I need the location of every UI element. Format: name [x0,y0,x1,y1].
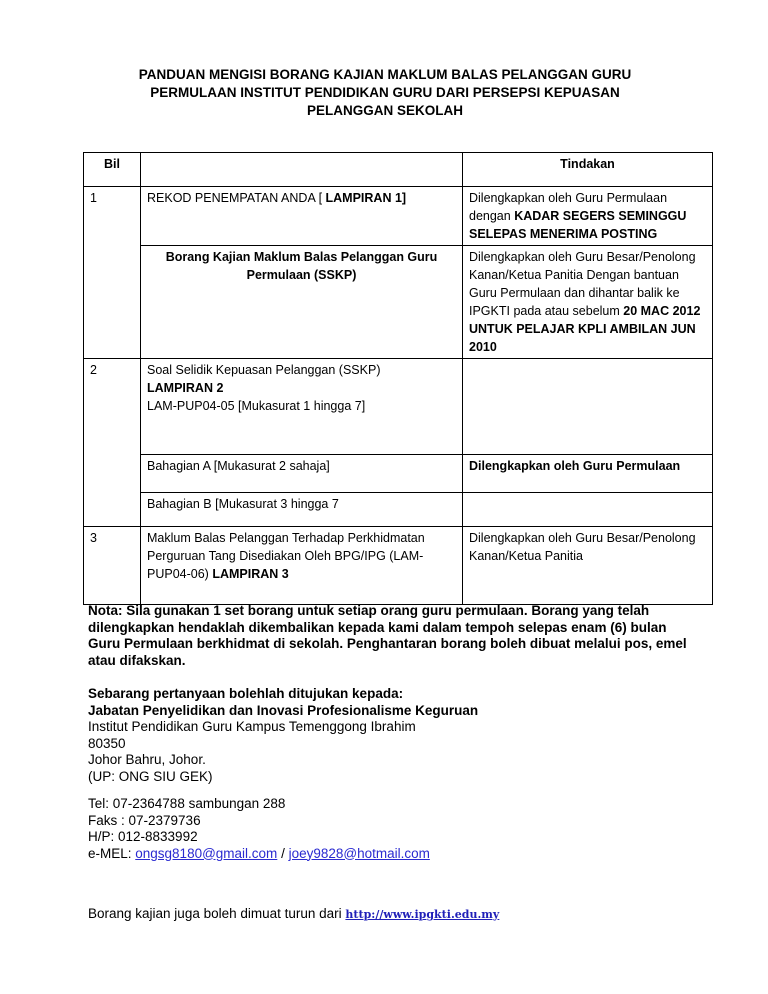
row3-bil: 3 [84,527,141,605]
row1-bil: 1 [84,187,141,246]
table-row [84,246,713,359]
contact-line-4: (UP: ONG SIU GEK) [88,768,213,784]
title-line-2: PERMULAAN INSTITUT PENDIDIKAN GURU DARI PERSEPSI KEPUASAN [150,85,620,100]
header-bil: Bil [84,153,141,187]
faks-line: Faks : 07-2379736 [88,812,201,828]
document-title [90,66,680,120]
contact-line-1: Institut Pendidikan Guru Kampus Temenggong Ibrahim [88,719,416,734]
row2-bil: 2 [84,359,141,455]
contact-department: Jabatan Penyelidikan dan Inovasi Profesionalisme Keguruan [88,702,479,718]
contact-line-2: 80350 [88,735,126,751]
row1-item: REKOD PENEMPATAN ANDA [ LAMPIRAN 1] [141,187,463,246]
row2a-item: Bahagian A [Mukasurat 2 sahaja] [141,455,463,493]
contact-heading: Sebarang pertanyaan bolehlah ditujukan kepada: [88,686,404,701]
header-item [141,153,463,187]
email-link-2[interactable]: joey9828@hotmail.com [288,845,430,861]
row1b-tindakan: Dilengkapkan oleh Guru Besar/Penolong Kanan/Ketua Panitia Dengan bantuan Guru Permulaan dan dihantar balik ke IPGKTI pada atau sebelum 20 MAC 2012 UNTUK PELAJAR KPLI AMBILAN JUN 2010 [463,246,713,359]
row2b-item: Bahagian B [Mukasurat 3 hingga 7 [141,493,463,527]
table-row [84,359,713,455]
website-link[interactable]: http://www.ipgkti.edu.my [345,908,500,921]
table-header-row [84,153,713,187]
footer-line: Borang kajian juga boleh dimuat turun dari http://www.ipgkti.edu.my [88,906,500,921]
guide-table [83,152,713,605]
table-row [84,493,713,527]
row3-item: Maklum Balas Pelanggan Terhadap Perkhidmatan Perguruan Tang Disediakan Oleh BPG/IPG (LAM-PUP04-06) LAMPIRAN 3 [141,527,463,605]
tel-line: Tel: 07-2364788 sambungan 288 [88,796,286,811]
contact-line-3: Johor Bahru, Johor. [88,752,206,767]
table-row [84,455,713,493]
hp-line: H/P: 012-8833992 [88,829,198,844]
nota-paragraph: Nota: Sila gunakan 1 set borang untuk setiap orang guru permulaan. Borang yang telah dilengkapkan hendaklah dikembalikan kepada kami dalam tempoh selepas enam (6) bulan Guru Permulaan berkhidmat di sekolah. Penghantaran borang boleh dibuat melalui pos, emel atau difakskan. [88,603,687,668]
table-row [84,187,713,246]
table-row [84,527,713,605]
contact-numbers [88,796,688,862]
header-tindakan: Tindakan [463,153,713,187]
row3-tindakan: Dilengkapkan oleh Guru Besar/Penolong Kanan/Ketua Panitia [463,527,713,605]
email-link-1[interactable]: ongsg8180@gmail.com [135,845,278,861]
row2a-tindakan: Dilengkapkan oleh Guru Permulaan [463,455,713,493]
title-line-3: PELANGGAN SEKOLAH [306,103,463,118]
row1-tindakan: Dilengkapkan oleh Guru Permulaan dengan KADAR SEGERS SEMINGGU SELEPAS MENERIMA POSTING [463,187,713,246]
contact-block [88,686,688,785]
email-line: e-MEL: ongsg8180@gmail.com / joey9828@hotmail.com [88,845,430,861]
row1b-item-heading: Borang Kajian Maklum Balas Pelanggan Guru Permulaan (SSKP) [141,246,463,359]
title-line-1: PANDUAN MENGISI BORANG KAJIAN MAKLUM BALAS PELANGGAN GURU [138,67,632,82]
row2-item: Soal Selidik Kepuasan Pelanggan (SSKP) LAMPIRAN 2 LAM-PUP04-05 [Mukasurat 1 hingga 7] [141,359,463,455]
